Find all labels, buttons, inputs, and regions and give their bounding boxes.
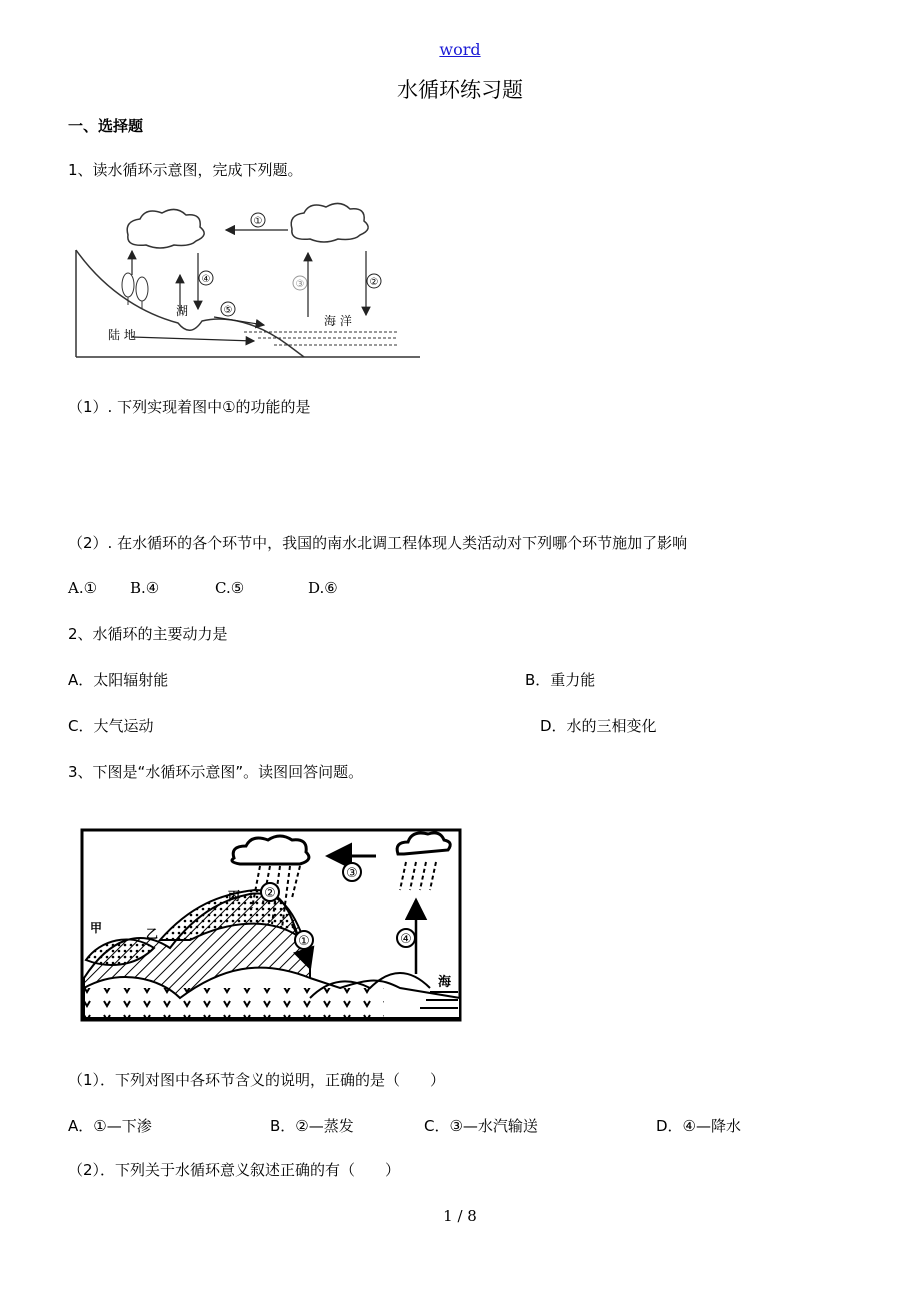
section-heading: 一、选择题 [68, 117, 144, 135]
q2-option-b[interactable]: B．重力能 [525, 671, 596, 689]
q3-option-d[interactable]: D．④—降水 [656, 1117, 741, 1135]
diagram1-label-4: ④ [201, 274, 211, 285]
diagram2-label-bing: 丙 [228, 889, 241, 903]
q3-option-c[interactable]: C．③—水汽输送 [424, 1117, 538, 1135]
diagram1-label-lake: 湖 [176, 304, 189, 318]
question-3-sub-2: （2）．下列关于水循环意义叙述正确的有（ ） [68, 1161, 401, 1179]
diagram1-label-ocean: 海 洋 [324, 314, 352, 328]
question-1-sub-2: （2）. 在水循环的各个环节中，我国的南水北调工程体现人类活动对下列哪个环节施加了影响 [68, 534, 688, 552]
q2-option-c[interactable]: C．大气运动 [68, 717, 154, 735]
diagram1-label-1: ① [253, 216, 263, 227]
q1-option-d[interactable]: D.⑥ [308, 579, 338, 597]
diagram1-label-land: 陆 地 [108, 328, 136, 342]
q1-option-a[interactable]: A.① [68, 579, 98, 597]
question-1-stem: 1、读水循环示意图，完成下列题。 [68, 161, 303, 179]
diagram1-label-3: ③ [295, 279, 305, 290]
diagram1-label-2: ② [369, 277, 379, 288]
diagram2-label-4: ④ [400, 932, 412, 947]
q3-option-a[interactable]: A．①—下渗 [68, 1117, 152, 1135]
diagram2-label-2: ② [264, 886, 276, 901]
question-3-sub-1: （1）．下列对图中各环节含义的说明，正确的是（ ） [68, 1071, 446, 1089]
q2-option-a[interactable]: A．太阳辐射能 [68, 671, 169, 689]
question-2-stem: 2、水循环的主要动力是 [68, 625, 228, 643]
header-word-link[interactable]: word [439, 40, 481, 59]
q1-option-c[interactable]: C.⑤ [215, 579, 245, 597]
q2-option-d[interactable]: D．水的三相变化 [540, 717, 657, 735]
water-cycle-diagram-2 [80, 828, 462, 1022]
q3-option-b[interactable]: B．②—蒸发 [270, 1117, 354, 1135]
question-3-stem: 3、下图是“水循环示意图”。读图回答问题。 [68, 763, 364, 781]
diagram2-label-3: ③ [346, 866, 358, 881]
diagram2-label-1: ① [298, 934, 310, 949]
diagram2-label-jia: 甲 [90, 921, 103, 935]
page-title: 水循环练习题 [397, 78, 523, 102]
q1-option-b[interactable]: B.④ [130, 579, 160, 597]
diagram2-label-sea: 海 [438, 975, 452, 990]
water-cycle-diagram-1 [68, 205, 428, 365]
diagram1-label-5: ⑤ [223, 305, 233, 316]
question-1-sub-1: （1）. 下列实现着图中①的功能的是 [68, 398, 311, 416]
page-number: 1 / 8 [443, 1207, 477, 1225]
diagram2-label-yi: 乙 [146, 927, 159, 941]
